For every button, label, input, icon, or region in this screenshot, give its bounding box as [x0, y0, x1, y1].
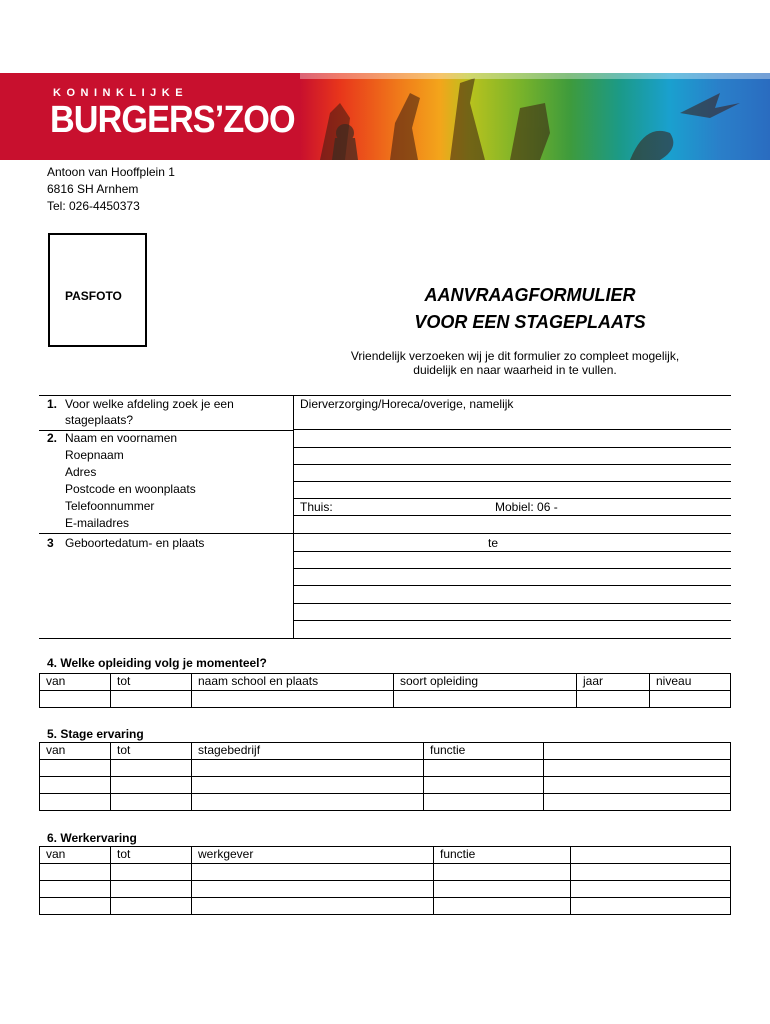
table-cell[interactable] — [192, 777, 424, 794]
col-header-company: stagebedrijf — [192, 743, 424, 760]
table-row[interactable] — [40, 760, 731, 777]
answer-line[interactable] — [293, 481, 731, 482]
col-header-to: tot — [111, 847, 192, 864]
address-line-1: Antoon van Hooffplein 1 — [47, 165, 175, 179]
answer-line[interactable] — [293, 515, 731, 516]
answer-line[interactable] — [293, 585, 731, 586]
table-cell[interactable] — [544, 794, 731, 811]
answer-line[interactable] — [293, 429, 731, 430]
table-cell[interactable] — [544, 777, 731, 794]
answer-line[interactable] — [293, 464, 731, 465]
table-cell[interactable] — [40, 760, 111, 777]
form-title-line-2: VOOR EEN STAGEPLAATS — [414, 312, 646, 332]
section-4-title: 4. Welke opleiding volg je momenteel? — [47, 656, 267, 670]
section-5-title: 5. Stage ervaring — [47, 727, 144, 741]
q2-field-email: E-mailadres — [65, 516, 130, 530]
col-header-school: naam school en plaats — [192, 674, 394, 691]
table-cell[interactable] — [434, 898, 571, 915]
table-row[interactable] — [40, 898, 731, 915]
q2-field-address: Adres — [65, 465, 97, 479]
table-header-row — [40, 674, 731, 691]
brand-logo-text: BURGERS’ZOO — [50, 99, 295, 141]
brand-subtitle: KONINKLIJKE — [53, 87, 189, 99]
table-cell[interactable] — [650, 691, 731, 708]
table-row[interactable] — [40, 777, 731, 794]
q3-number: 3 — [47, 536, 54, 550]
table-cell[interactable] — [434, 864, 571, 881]
table-cell[interactable] — [111, 794, 192, 811]
intro-line-2: duidelijk en naar waarheid in te vullen. — [413, 363, 617, 377]
table-cell[interactable] — [192, 864, 434, 881]
col-header-function: functie — [424, 743, 544, 760]
q3-te-label: te — [488, 536, 499, 550]
q2-field-name: Naam en voornamen — [65, 431, 178, 445]
table-cell[interactable] — [577, 691, 650, 708]
answer-line[interactable] — [293, 603, 731, 604]
table-cell[interactable] — [111, 881, 192, 898]
table-cell[interactable] — [111, 898, 192, 915]
col-header-from: van — [40, 674, 111, 691]
col-header-extra — [571, 847, 731, 864]
q1-label-line-2: stageplaats? — [65, 413, 134, 427]
table-cell[interactable] — [424, 794, 544, 811]
address-line-2: 6816 SH Arnhem — [47, 182, 139, 196]
table-cell[interactable] — [192, 794, 424, 811]
table-cell[interactable] — [111, 777, 192, 794]
table-row[interactable] — [40, 691, 731, 708]
q2-number: 2. — [47, 431, 58, 445]
col-header-from: van — [40, 847, 111, 864]
table-cell[interactable] — [571, 898, 731, 915]
table-header-row — [40, 743, 731, 760]
table-cell[interactable] — [434, 881, 571, 898]
animal-silhouettes — [300, 73, 770, 160]
internship-table — [39, 742, 731, 811]
q2-field-nickname: Roepnaam — [65, 448, 124, 462]
work-experience-table — [39, 846, 731, 915]
table-row[interactable] — [40, 864, 731, 881]
table-cell[interactable] — [571, 881, 731, 898]
table-cell[interactable] — [40, 691, 111, 708]
table-header-row — [40, 847, 731, 864]
table-row[interactable] — [40, 794, 731, 811]
q1-answer[interactable]: Dierverzorging/Horeca/overige, namelijk — [300, 397, 514, 411]
q2-bottom-border — [39, 533, 731, 534]
table-cell[interactable] — [192, 691, 394, 708]
table-cell[interactable] — [111, 864, 192, 881]
col-header-employer: werkgever — [192, 847, 434, 864]
table-cell[interactable] — [571, 864, 731, 881]
table-cell[interactable] — [394, 691, 577, 708]
col-header-level: niveau — [650, 674, 731, 691]
table-cell[interactable] — [40, 881, 111, 898]
header-banner — [0, 73, 770, 160]
table-cell[interactable] — [424, 777, 544, 794]
table-cell[interactable] — [40, 777, 111, 794]
table-row[interactable] — [40, 881, 731, 898]
table-cell[interactable] — [192, 760, 424, 777]
answer-line[interactable] — [293, 620, 731, 621]
section-6-title: 6. Werkervaring — [47, 831, 137, 845]
q1-label-line-1: Voor welke afdeling zoek je een — [65, 397, 234, 411]
form-top-border — [39, 395, 731, 396]
form-bottom-border — [39, 638, 731, 639]
intro-line-1: Vriendelijk verzoeken wij je dit formulier zo compleet mogelijk, — [350, 349, 680, 363]
q3-label: Geboortedatum- en plaats — [65, 536, 205, 550]
phone-line: Tel: 026-4450373 — [47, 199, 140, 213]
form-divider — [293, 395, 294, 638]
col-header-to: tot — [111, 743, 192, 760]
education-table — [39, 673, 731, 708]
table-cell[interactable] — [111, 691, 192, 708]
answer-line[interactable] — [293, 498, 731, 499]
answer-line[interactable] — [293, 551, 731, 552]
table-cell[interactable] — [40, 864, 111, 881]
col-header-from: van — [40, 743, 111, 760]
q1-number: 1. — [47, 397, 58, 411]
q2-field-phone: Telefoonnummer — [65, 499, 155, 513]
phone-home-label: Thuis: — [300, 500, 333, 514]
table-cell[interactable] — [111, 760, 192, 777]
col-header-extra — [544, 743, 731, 760]
col-header-function: functie — [434, 847, 571, 864]
table-cell[interactable] — [544, 760, 731, 777]
phone-mobile-label: Mobiel: 06 - — [495, 500, 558, 514]
answer-line[interactable] — [293, 568, 731, 569]
col-header-year: jaar — [577, 674, 650, 691]
answer-line[interactable] — [293, 447, 731, 448]
col-header-to: tot — [111, 674, 192, 691]
table-cell[interactable] — [192, 881, 434, 898]
passport-photo-box[interactable] — [48, 233, 147, 347]
table-cell[interactable] — [40, 794, 111, 811]
table-cell[interactable] — [192, 898, 434, 915]
q2-field-postcode: Postcode en woonplaats — [65, 482, 196, 496]
form-title-line-1: AANVRAAGFORMULIER — [424, 285, 636, 305]
table-cell[interactable] — [424, 760, 544, 777]
photo-label: PASFOTO — [65, 289, 122, 303]
col-header-type: soort opleiding — [394, 674, 577, 691]
table-cell[interactable] — [40, 898, 111, 915]
